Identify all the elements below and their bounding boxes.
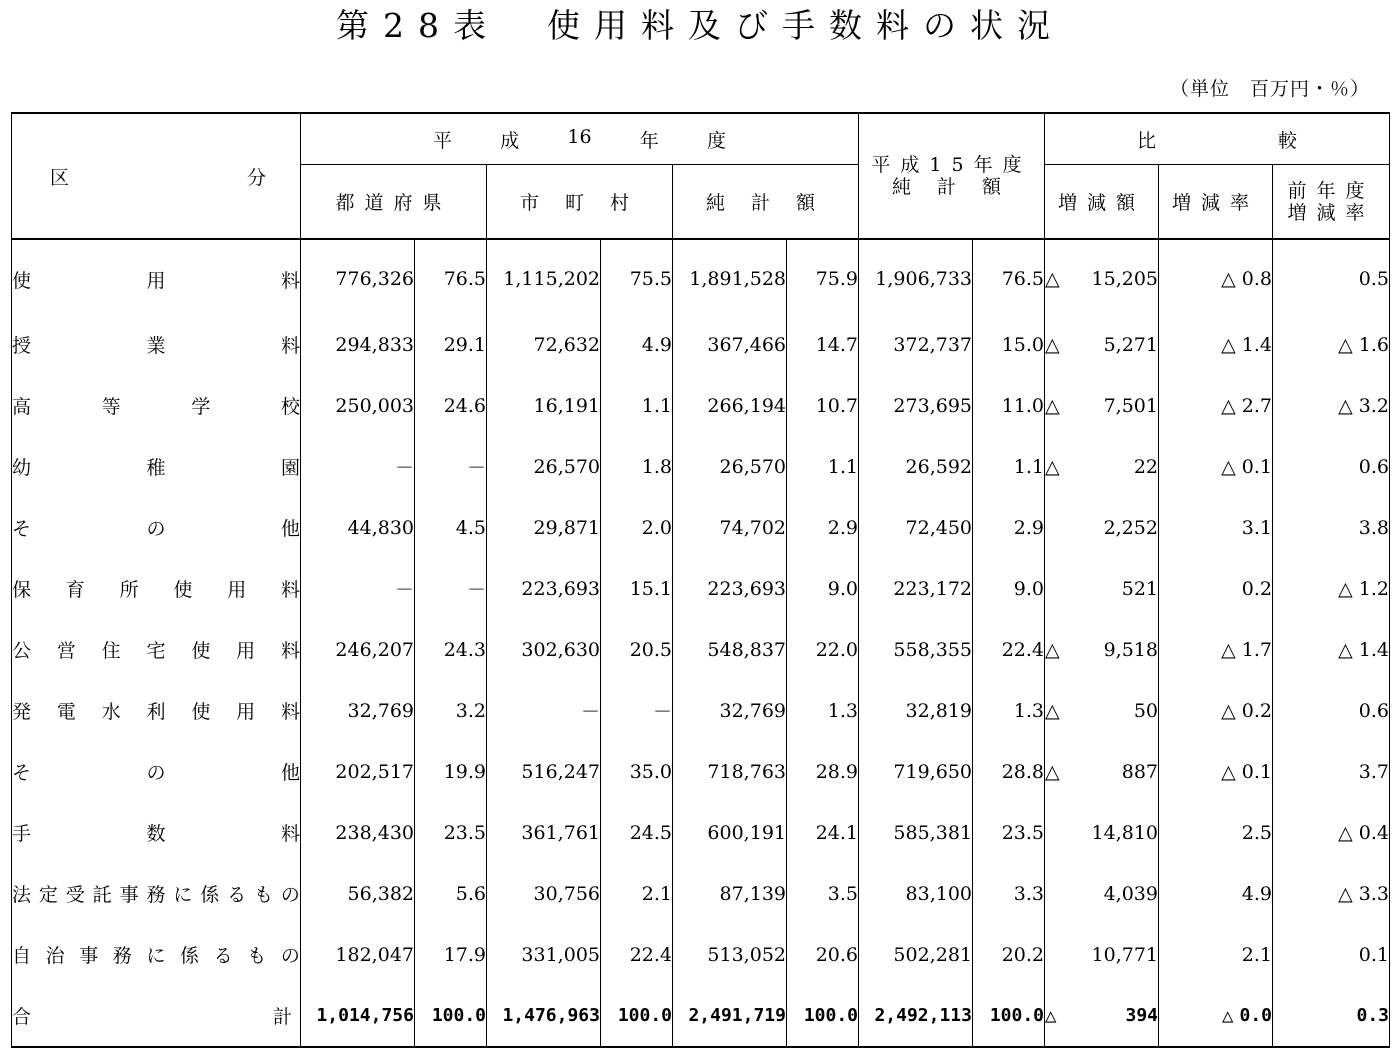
cell-net: 1,891,528	[673, 239, 787, 314]
decrease-mark: △	[1338, 882, 1353, 905]
cell-muni-pct: 1.8	[601, 436, 673, 497]
cell-h15: 585,381	[859, 802, 973, 863]
cell-rate: 2.1	[1159, 924, 1273, 985]
cell-pref-pct: 4.5	[415, 497, 487, 558]
header-year15: 平成15年度 純 計 額	[859, 113, 1045, 239]
cell-prev: △ 3.3	[1273, 863, 1390, 924]
cell-net: 718,763	[673, 741, 787, 802]
cell-h15: 719,650	[859, 741, 973, 802]
header-prefecture: 都道府県	[301, 165, 487, 240]
cell-muni-pct: 100.0	[601, 985, 673, 1047]
row-label: そ の 他	[12, 497, 301, 558]
cell-muni-pct: 35.0	[601, 741, 673, 802]
cell-prev: 0.5	[1273, 239, 1390, 314]
cell-rate: △ 1.4	[1159, 314, 1273, 375]
cell-net: 266,194	[673, 375, 787, 436]
decrease-mark: △	[1045, 699, 1060, 722]
cell-h15-pct: 28.8	[973, 741, 1045, 802]
cell-prev: 0.6	[1273, 680, 1390, 741]
cell-net: 87,139	[673, 863, 787, 924]
cell-prev: △ 3.2	[1273, 375, 1390, 436]
cell-diff: △ 9,518	[1045, 619, 1159, 680]
cell-muni: 361,761	[487, 802, 601, 863]
table-row	[12, 741, 1390, 802]
cell-muni-pct: 2.0	[601, 497, 673, 558]
decrease-mark: △	[1045, 455, 1060, 478]
cell-net-pct: 22.0	[787, 619, 859, 680]
cell-h15-pct: 23.5	[973, 802, 1045, 863]
cell-pref: 294,833	[301, 314, 415, 375]
decrease-mark: △	[1045, 760, 1060, 783]
cell-rate: 2.5	[1159, 802, 1273, 863]
cell-h15: 502,281	[859, 924, 973, 985]
cell-net: 548,837	[673, 619, 787, 680]
cell-muni: 516,247	[487, 741, 601, 802]
row-label: 自 治 事 務 に 係 る も の	[12, 924, 301, 985]
cell-net: 2,491,719	[673, 985, 787, 1047]
cell-diff: 4,039	[1045, 863, 1159, 924]
cell-diff: △ 5,271	[1045, 314, 1159, 375]
cell-pref: 238,430	[301, 802, 415, 863]
cell-muni-pct: 22.4	[601, 924, 673, 985]
decrease-mark: △	[1045, 333, 1060, 356]
cell-pref-pct: 76.5	[415, 239, 487, 314]
cell-muni: 302,630	[487, 619, 601, 680]
cell-net-pct: 1.1	[787, 436, 859, 497]
cell-net: 367,466	[673, 314, 787, 375]
cell-pref: －	[301, 558, 415, 619]
decrease-mark: △	[1222, 1004, 1234, 1027]
decrease-mark: △	[1338, 333, 1353, 356]
cell-rate: △ 2.7	[1159, 375, 1273, 436]
cell-muni-pct: 75.5	[601, 239, 673, 314]
row-label: そ の 他	[12, 741, 301, 802]
cell-h15: 1,906,733	[859, 239, 973, 314]
unit-note: （単位 百万円・％）	[1169, 78, 1370, 100]
decrease-mark: △	[1221, 699, 1236, 722]
cell-pref-pct: 24.6	[415, 375, 487, 436]
row-label: 使 用 料	[12, 239, 301, 314]
cell-muni-pct: 24.5	[601, 802, 673, 863]
cell-rate: 4.9	[1159, 863, 1273, 924]
decrease-mark: △	[1045, 1004, 1057, 1027]
cell-muni: 72,632	[487, 314, 601, 375]
table-row	[12, 802, 1390, 863]
decrease-mark: △	[1221, 455, 1236, 478]
cell-net-pct: 75.9	[787, 239, 859, 314]
cell-pref: 1,014,756	[301, 985, 415, 1047]
decrease-mark: △	[1045, 394, 1060, 417]
decrease-mark: △	[1221, 638, 1236, 661]
cell-diff: △ 7,501	[1045, 375, 1159, 436]
table-row	[12, 619, 1390, 680]
cell-net-pct: 1.3	[787, 680, 859, 741]
cell-net-pct: 10.7	[787, 375, 859, 436]
decrease-mark: △	[1221, 760, 1236, 783]
decrease-mark: △	[1221, 333, 1236, 356]
cell-pref-pct: 23.5	[415, 802, 487, 863]
cell-muni-pct: －	[601, 680, 673, 741]
cell-net: 600,191	[673, 802, 787, 863]
row-label: 発 電 水 利 使 用 料	[12, 680, 301, 741]
cell-rate: 3.1	[1159, 497, 1273, 558]
cell-pref: 44,830	[301, 497, 415, 558]
cell-diff: △ 22	[1045, 436, 1159, 497]
header-municipality: 市 町 村	[487, 165, 673, 240]
cell-rate: △ 1.7	[1159, 619, 1273, 680]
cell-h15-pct: 3.3	[973, 863, 1045, 924]
row-label: 授 業 料	[12, 314, 301, 375]
table-row	[12, 497, 1390, 558]
decrease-mark: △	[1338, 394, 1353, 417]
cell-diff: △ 15,205	[1045, 239, 1159, 314]
cell-pref: －	[301, 436, 415, 497]
row-label: 保 育 所 使 用 料	[12, 558, 301, 619]
cell-diff: △ 50	[1045, 680, 1159, 741]
cell-h15-pct: 9.0	[973, 558, 1045, 619]
cell-net-pct: 20.6	[787, 924, 859, 985]
cell-muni: 26,570	[487, 436, 601, 497]
cell-diff: 521	[1045, 558, 1159, 619]
cell-pref-pct: 29.1	[415, 314, 487, 375]
cell-rate: △ 0.2	[1159, 680, 1273, 741]
table-row	[12, 436, 1390, 497]
header-year16: 平 成 16 年 度	[301, 113, 859, 165]
fees-table	[11, 112, 1390, 1048]
row-label: 高 等 学 校	[12, 375, 301, 436]
table-row	[12, 239, 1390, 314]
cell-rate: △ 0.1	[1159, 741, 1273, 802]
cell-pref-pct: －	[415, 436, 487, 497]
cell-prev: 0.1	[1273, 924, 1390, 985]
row-label: 合 計	[12, 985, 301, 1047]
cell-muni: 29,871	[487, 497, 601, 558]
cell-net: 74,702	[673, 497, 787, 558]
cell-prev: 0.3	[1273, 985, 1390, 1047]
cell-h15: 2,492,113	[859, 985, 973, 1047]
cell-prev: △ 1.2	[1273, 558, 1390, 619]
cell-muni: 223,693	[487, 558, 601, 619]
cell-diff: 2,252	[1045, 497, 1159, 558]
cell-pref-pct: 100.0	[415, 985, 487, 1047]
cell-rate: △ 0.0	[1159, 985, 1273, 1047]
cell-prev: 3.8	[1273, 497, 1390, 558]
cell-net: 223,693	[673, 558, 787, 619]
decrease-mark: △	[1338, 638, 1353, 661]
cell-h15: 223,172	[859, 558, 973, 619]
cell-muni: 30,756	[487, 863, 601, 924]
cell-muni: 331,005	[487, 924, 601, 985]
cell-net-pct: 100.0	[787, 985, 859, 1047]
cell-net-pct: 3.5	[787, 863, 859, 924]
table-row	[12, 680, 1390, 741]
cell-h15: 32,819	[859, 680, 973, 741]
cell-prev: △ 0.4	[1273, 802, 1390, 863]
cell-net: 32,769	[673, 680, 787, 741]
header-kubun: 区 分	[12, 113, 301, 239]
cell-pref: 182,047	[301, 924, 415, 985]
cell-diff: △ 887	[1045, 741, 1159, 802]
cell-h15-pct: 15.0	[973, 314, 1045, 375]
decrease-mark: △	[1221, 394, 1236, 417]
cell-pref-pct: 5.6	[415, 863, 487, 924]
table-row	[12, 558, 1390, 619]
row-label: 幼 稚 園	[12, 436, 301, 497]
table-row	[12, 314, 1390, 375]
header-prev-rate: 前年度 増減率	[1273, 165, 1390, 240]
cell-net-pct: 9.0	[787, 558, 859, 619]
cell-h15-pct: 100.0	[973, 985, 1045, 1047]
cell-net: 26,570	[673, 436, 787, 497]
cell-diff: 10,771	[1045, 924, 1159, 985]
cell-h15-pct: 1.1	[973, 436, 1045, 497]
table-row	[12, 375, 1390, 436]
cell-diff: △ 394	[1045, 985, 1159, 1047]
cell-muni: 1,115,202	[487, 239, 601, 314]
header-net-total: 純 計 額	[673, 165, 859, 240]
cell-pref: 56,382	[301, 863, 415, 924]
header-comparison: 比 較	[1045, 113, 1390, 165]
decrease-mark: △	[1338, 821, 1353, 844]
cell-muni-pct: 1.1	[601, 375, 673, 436]
cell-pref-pct: －	[415, 558, 487, 619]
cell-rate: △ 0.1	[1159, 436, 1273, 497]
cell-prev: 0.6	[1273, 436, 1390, 497]
cell-muni-pct: 20.5	[601, 619, 673, 680]
cell-prev: △ 1.4	[1273, 619, 1390, 680]
cell-rate: △ 0.8	[1159, 239, 1273, 314]
cell-net-pct: 24.1	[787, 802, 859, 863]
cell-pref: 202,517	[301, 741, 415, 802]
header-change-amount: 増減額	[1045, 165, 1159, 240]
cell-muni: 1,476,963	[487, 985, 601, 1047]
cell-pref-pct: 3.2	[415, 680, 487, 741]
cell-net-pct: 14.7	[787, 314, 859, 375]
cell-rate: 0.2	[1159, 558, 1273, 619]
cell-h15: 72,450	[859, 497, 973, 558]
cell-h15: 558,355	[859, 619, 973, 680]
cell-net: 513,052	[673, 924, 787, 985]
cell-muni-pct: 15.1	[601, 558, 673, 619]
cell-h15-pct: 1.3	[973, 680, 1045, 741]
row-label: 法 定 受 託 事 務 に 係 る も の	[12, 863, 301, 924]
cell-net-pct: 2.9	[787, 497, 859, 558]
page-title: 第28表 使用料及び手数料の状況	[336, 6, 1064, 45]
cell-pref: 776,326	[301, 239, 415, 314]
table-row	[12, 924, 1390, 985]
cell-h15: 26,592	[859, 436, 973, 497]
cell-h15: 83,100	[859, 863, 973, 924]
cell-muni: －	[487, 680, 601, 741]
cell-pref-pct: 19.9	[415, 741, 487, 802]
cell-pref: 246,207	[301, 619, 415, 680]
cell-pref-pct: 24.3	[415, 619, 487, 680]
cell-h15-pct: 2.9	[973, 497, 1045, 558]
cell-h15-pct: 20.2	[973, 924, 1045, 985]
header-change-rate: 増減率	[1159, 165, 1273, 240]
cell-prev: △ 1.6	[1273, 314, 1390, 375]
cell-pref: 32,769	[301, 680, 415, 741]
cell-h15-pct: 22.4	[973, 619, 1045, 680]
decrease-mark: △	[1338, 577, 1353, 600]
cell-pref: 250,003	[301, 375, 415, 436]
cell-h15: 273,695	[859, 375, 973, 436]
cell-muni-pct: 4.9	[601, 314, 673, 375]
decrease-mark: △	[1221, 268, 1236, 290]
table-row	[12, 985, 1390, 1047]
cell-diff: 14,810	[1045, 802, 1159, 863]
table-row	[12, 863, 1390, 924]
cell-muni-pct: 2.1	[601, 863, 673, 924]
cell-pref-pct: 17.9	[415, 924, 487, 985]
cell-prev: 3.7	[1273, 741, 1390, 802]
cell-muni: 16,191	[487, 375, 601, 436]
cell-net-pct: 28.9	[787, 741, 859, 802]
decrease-mark: △	[1045, 268, 1060, 290]
cell-h15-pct: 11.0	[973, 375, 1045, 436]
cell-h15-pct: 76.5	[973, 239, 1045, 314]
decrease-mark: △	[1045, 638, 1060, 661]
cell-h15: 372,737	[859, 314, 973, 375]
row-label: 公 営 住 宅 使 用 料	[12, 619, 301, 680]
row-label: 手 数 料	[12, 802, 301, 863]
